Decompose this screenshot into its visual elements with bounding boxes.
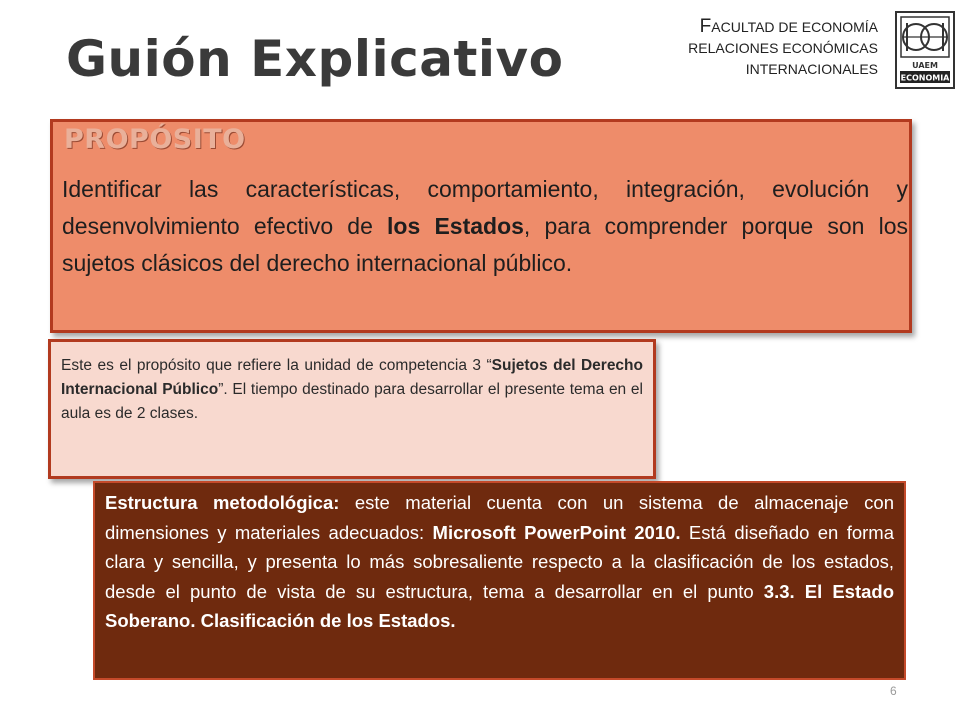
program-line-1: RELACIONES ECONÓMICAS (688, 40, 878, 56)
uaem-economia-logo (895, 11, 955, 89)
competency-note: Este es el propósito que refiere la unidad de competencia 3 “Sujetos del Derecho Internacional Público”. El tiempo destinado para desarrollar el presente tema en el aula es de 2 clases. (48, 339, 656, 479)
purpose-text: Identificar las características, comportamiento, integración, evolución y desenvolvimiento efectivo de los Estados, para comprender porque son los sujetos clásicos del derecho internacional público. (62, 176, 908, 276)
purpose-heading: PROPÓSITO (64, 124, 246, 155)
faculty-name: FACULTAD DE ECONOMÍA (699, 16, 878, 37)
faculty-header (578, 16, 878, 80)
slide-title: Guión Explicativo (66, 30, 564, 88)
purpose-box (50, 119, 912, 333)
logo-emblem-icon (897, 13, 953, 87)
page-number: 6 (890, 684, 897, 698)
methodology-box: Estructura metodológica: este material cuenta con un sistema de almacenaje con dimensiones y materiales adecuados: Microsoft PowerPoint 2010. Está diseñado en forma clara y sencilla, y presenta lo más sobresaliente respecto a la clasificación de los estados, desde el punto de vista de su estructura, tema a desarrollar en el punto 3.3. El Estado Soberano. Clasificación de los Estados. (93, 481, 906, 680)
logo-text-uaem: UAEM (912, 61, 938, 70)
logo-text-economia: ECONOMIA (900, 73, 950, 83)
program-line-2: INTERNACIONALES (745, 61, 878, 77)
